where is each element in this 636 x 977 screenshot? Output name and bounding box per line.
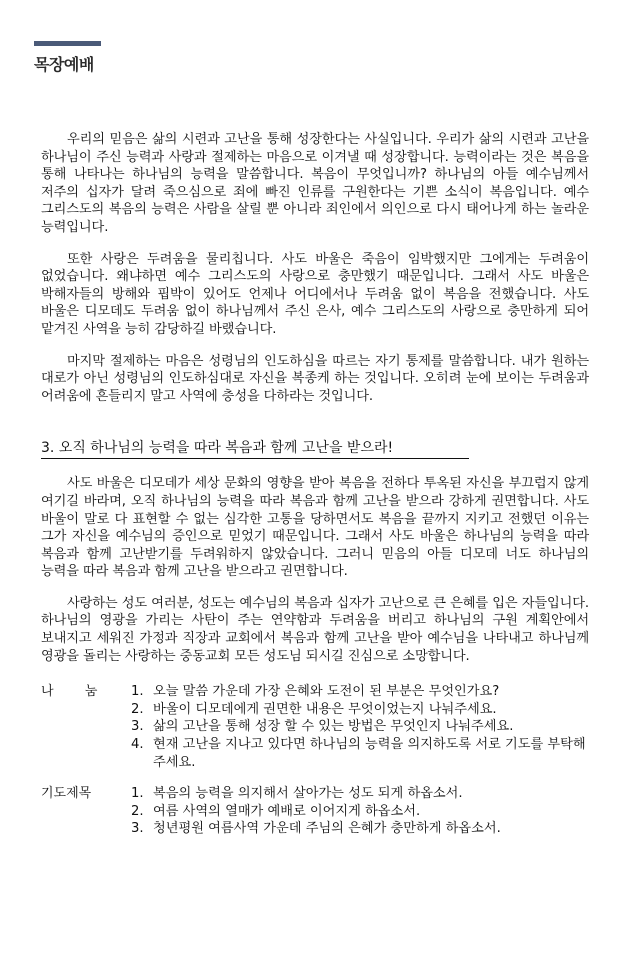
item-number: 3.: [131, 821, 144, 837]
sharing-label: 나 눔: [41, 684, 98, 700]
item-number: 3.: [131, 719, 144, 735]
intro-paragraph-1: 우리의 믿음은 삶의 시련과 고난을 통해 성장한다는 사실입니다. 우리가 삶의 시련과 고난을 하나님이 주신 능력과 사랑과 절제하는 마음으로 이겨낼 때 성장합니다. 능력이라는 것은 복음을 통해 나타나는 하나님의 능력을 말씀합니다. 복음이 무엇입니까? 하나님의 아들 예수님께서 저주의 십자가 달려 죽으심으로 죄에 빠진 인류를 구원한다는 기쁜 소식이 복음입니다. 예수 그리스도의 복음의 능력은 사람을 살릴 뿐 아니라 죄인에서 의인으로 다시 태어나게 하는 놀라운 능력입니다.: [41, 132, 589, 235]
item-text: 현재 고난을 지나고 있다면 하나님의 능력을 의지하도록 서로 기도를 부탁해 주세요.: [153, 737, 586, 770]
list-item: [131, 701, 589, 719]
section-3: [41, 419, 589, 475]
item-text: 여름 사역의 열매가 예배로 이어지게 하옵소서.: [153, 803, 421, 819]
header-accent-bar: [34, 41, 101, 46]
item-number: 2.: [131, 803, 144, 819]
section-paragraph-2: 사랑하는 성도 여러분, 성도는 예수님의 복음과 십자가 고난으로 큰 은혜를 입은 자들입니다. 하나님의 영광을 가리는 사탄이 주는 연약함과 두려움을 버리고 하나님의 구원 계획안에서 보내지고 세워진 가정과 직장과 교회에서 복음과 함께 고난을 받아 예수님을 나타내고 하나님께 영광을 돌리는 사랑하는 중동교회 모든 성도님 되시길 진심으로 소망합니다.: [41, 595, 589, 664]
item-number: 1.: [131, 786, 144, 802]
item-number: 4.: [131, 737, 144, 753]
prayer-requests: [41, 785, 589, 838]
intro-paragraph-3: 마지막 절제하는 마음은 성령님의 인도하심을 따르는 자기 통제를 말씀합니다. 내가 원하는 대로가 아닌 성령님의 인도하심대로 자신을 복종케 하는 것입니다. 오히려 눈에 보이는 두려움과 어려움에 흔들리지 말고 사역에 충성을 다하라는 것입니다.: [41, 353, 589, 404]
item-number: 2.: [131, 701, 144, 717]
item-text: 복음의 능력을 의지해서 살아가는 성도 되게 하옵소서.: [153, 786, 463, 802]
section-heading: 3. 오직 하나님의 능력을 따라 복음과 함께 고난을 받으라!: [41, 439, 469, 459]
prayer-list: [131, 785, 589, 838]
document-body: [41, 131, 589, 838]
intro-paragraph-2: 또한 사랑은 두려움을 물리칩니다. 사도 바울은 죽음이 임박했지만 그에게는 두려움이 없었습니다. 왜냐하면 예수 그리스도의 사랑으로 충만했기 때문입니다. 그래서 사도 바울은 박해자들의 방해와 핍박이 있어도 언제나 어디에서나 두려움 없이 복음을 전했습니다. 사도 바울은 디모데도 두려움 없이 하나님께서 주신 은사, 예수 그리스도의 사랑으로 충만하게 되어 맡겨진 사역을 능히 감당하길 바랬습니다.: [41, 251, 589, 337]
item-text: 삶의 고난을 통해 성장 할 수 있는 방법은 무엇인지 나눠주세요.: [153, 719, 514, 735]
item-number: 1.: [131, 684, 144, 700]
prayer-label: 기도제목: [41, 786, 92, 802]
list-item: [131, 785, 589, 803]
list-item: [131, 683, 589, 701]
item-text: 오늘 말씀 가운데 가장 은혜와 도전이 된 부분은 무엇인가요?: [153, 684, 500, 700]
item-text: 바울이 디모데에게 권면한 내용은 무엇이었는지 나눠주세요.: [153, 701, 497, 717]
sharing-list: [131, 683, 589, 771]
list-item: [131, 718, 589, 736]
list-item: [131, 736, 589, 771]
sharing-questions: [41, 683, 589, 771]
list-item: [131, 803, 589, 821]
item-text: 청년평원 여름사역 가운데 주님의 은혜가 충만하게 하옵소서.: [153, 821, 501, 837]
section-paragraph-1: 사도 바울은 디모데가 세상 문화의 영향을 받아 복음을 전하다 투옥된 자신을 부끄럽지 않게 여기길 바라며, 오직 하나님의 능력을 따라 복음과 함께 고난을 받으라 강하게 권면합니다. 사도 바울이 말로 다 표현할 수 없는 심각한 고통을 당하면서도 복음을 끝까지 지키고 전했던 이유는 그가 자신을 예수님의 증인으로 믿었기 때문입니다. 그래서 사도 바울은 하나님의 능력을 따라 복음과 함께 고난받기를 두려워하지 않았습니다. 그러니 믿음의 아들 디모데 너도 하나님의 능력을 따라 복음과 함께 고난을 받으라고 권면합니다.: [41, 476, 589, 580]
list-item: [131, 820, 589, 838]
page-title: 목장예배: [34, 55, 94, 74]
